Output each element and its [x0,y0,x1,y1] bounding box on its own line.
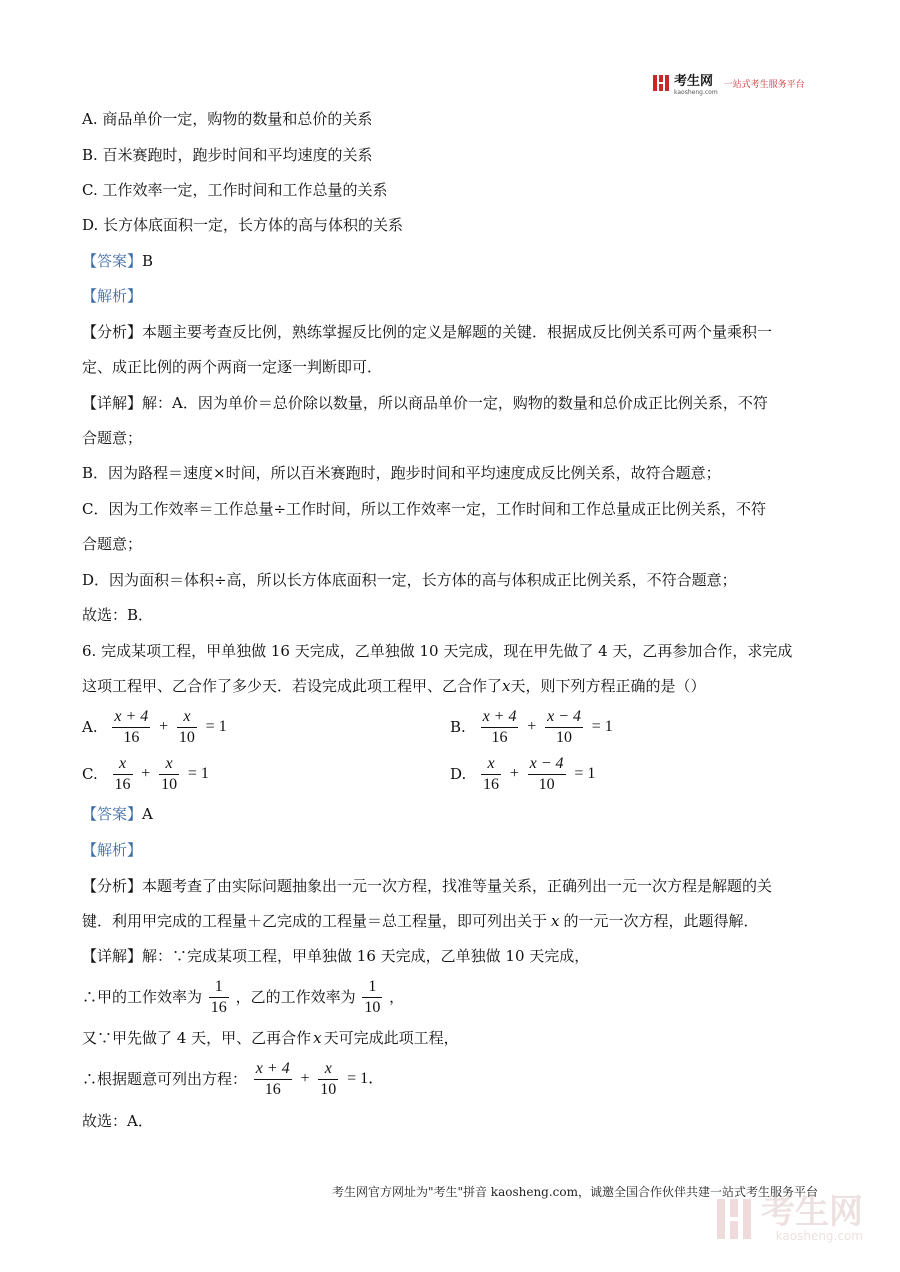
xiangjie-text: ∴根据题意可列出方程： [82,1070,248,1088]
q5-answer [82,251,153,271]
q6-option-a [82,705,229,748]
logo-icon [652,74,670,92]
fraction [177,707,197,748]
q6-xiangjie-3 [82,1028,459,1048]
numerator: x − 4 [528,754,566,775]
logo-domain: kaosheng.com [674,89,718,96]
watermark-domain: kaosheng.com [775,1229,863,1243]
denominator: 10 [538,775,555,793]
denominator: 10 [161,775,178,793]
watermark [715,1192,863,1243]
option-label: D. [450,765,467,783]
q6-xiangjie-2 [82,975,404,1018]
plus-sign: + [159,718,169,735]
answer-value: B [142,252,154,270]
xiangjie-text: ， [389,988,405,1006]
numerator: x + 4 [254,1059,292,1080]
watermark-logo-icon [715,1197,755,1241]
xiangjie-tag: 【详解】 [82,394,143,412]
fraction [545,707,583,748]
footer-text: 考生网官方网址为"考生"拼音 kaosheng.com，诚邀全国合作伙伴共建一站式考生服务平台 [331,1185,818,1199]
analysis-tag: 【解析】 [82,287,143,305]
q6-option-c [82,752,211,795]
denominator: 16 [264,1080,281,1098]
option-label: B. [450,718,466,736]
q5-option-d: D. 长方体底面积一定，长方体的高与体积的关系 [82,216,404,234]
numerator: x + 4 [112,707,150,728]
xiangjie-text-end: 天可完成此项工程， [323,1029,459,1047]
q5-xiangjie-1 [82,393,768,413]
fraction [481,707,519,748]
plus-sign: + [300,1070,310,1087]
q6-stem-1: 6. 完成某项工程，甲单独做 16 天完成，乙单独做 10 天完成，现在甲先做了 4 天，乙再参加合作，求完成 [82,642,793,660]
fraction [318,1059,338,1100]
fenxi-text: 本题考查了由实际问题抽象出一元一次方程，找准等量关系，正确列出一元一次方程是解题的关 [142,877,773,895]
equals-one: = 1 [574,765,596,782]
q6-answer [82,804,153,824]
q6-fenxi-1 [82,876,772,896]
stem-text-end: 天，则下列方程正确的是（） [510,677,706,695]
q5-xiangjie-6: D．因为面积＝体积÷高，所以长方体底面积一定，长方体的高与体积成正比例关系，不符合题意； [82,571,737,589]
q5-option-c: C. 工作效率一定，工作时间和工作总量的关系 [82,181,388,199]
numerator: x + 4 [481,707,519,728]
denominator: 10 [556,728,573,746]
q6-option-b [450,705,615,748]
logo-brand: 考生网 [674,74,714,89]
xiangjie-text: 又∵甲先做了 4 天，甲、乙再合作 [82,1029,312,1047]
numerator: x [318,1059,338,1080]
fraction [481,754,501,795]
q5-option-a: A. 商品单价一定，购物的数量和总价的关系 [82,110,373,128]
q6-xiangjie-4 [82,1057,386,1100]
fraction [113,754,133,795]
denominator: 10 [364,998,381,1016]
fenxi-tag: 【分析】 [82,877,143,895]
xiangjie-text: ，乙的工作效率为 [235,988,356,1006]
q5-xiangjie-4: C．因为工作效率＝工作总量÷工作时间，所以工作效率一定，工作时间和工作总量成正比例关系，不符 [82,500,767,518]
q6-fenxi-2 [82,911,759,931]
fenxi-text: 键．利用甲完成的工程量＋乙完成的工程量＝总工程量，即可列出关于 [82,912,548,930]
fraction [254,1059,292,1100]
q5-xiangjie-2: 合题意； [82,429,143,447]
numerator: x [113,754,133,775]
denominator: 16 [483,775,500,793]
answer-tag: 【答案】 [82,805,143,823]
equals-one: = 1 [187,765,209,782]
header-logo [652,72,805,94]
q5-fenxi-2: 定、成正比例的两个两商一定逐一判断即可． [82,358,383,376]
equals-one: = 1 [205,718,227,735]
fraction [209,977,229,1018]
equals-one: = 1 [591,718,613,735]
denominator: 16 [114,775,131,793]
fraction [112,707,150,748]
q5-choose: 故选：B． [82,606,154,624]
xiangjie-text: 解：A．因为单价＝总价除以数量，所以商品单价一定，购物的数量和总价成正比例关系，不符 [142,394,768,412]
plus-sign: + [527,718,537,735]
xiangjie-text: 解：∵完成某项工程，甲单独做 16 天完成，乙单独做 10 天完成， [142,947,590,965]
fraction [159,754,179,795]
watermark-brand: 考生网 [761,1192,863,1232]
q6-xiangjie-1 [82,946,589,966]
numerator: x [481,754,501,775]
numerator: x [159,754,179,775]
denominator: 10 [178,728,195,746]
q5-xiangjie-3: B．因为路程＝速度×时间，所以百米赛跑时，跑步时间和平均速度成反比例关系，故符合题意； [82,464,721,482]
option-label: C. [82,765,98,783]
q6-option-d [450,752,597,795]
stem-text: 这项工程甲、乙合作了多少天．若设完成此项工程甲、乙合作了 [82,677,503,695]
q6-stem-2 [82,676,706,696]
numerator: x [177,707,197,728]
analysis-tag: 【解析】 [82,841,143,859]
plus-sign: + [509,765,519,782]
denominator: 16 [123,728,140,746]
fraction [362,977,382,1018]
fenxi-text: 本题主要考查反比例，熟练掌握反比例的定义是解题的关键．根据成反比例关系可两个量乘积一 [142,323,773,341]
q6-analysis [82,840,142,860]
answer-value: A [142,805,153,823]
xiangjie-text: ∴甲的工作效率为 [82,988,203,1006]
plus-sign: + [141,765,151,782]
numerator: x − 4 [545,707,583,728]
denominator: 16 [491,728,508,746]
numerator: 1 [209,977,229,998]
equals-one: = 1． [347,1070,385,1087]
answer-tag: 【答案】 [82,252,143,270]
q5-option-b: B. 百米赛跑时，跑步时间和平均速度的关系 [82,146,373,164]
denominator: 10 [320,1080,337,1098]
xiangjie-tag: 【详解】 [82,947,143,965]
var-x: x [313,1029,322,1047]
option-label: A. [82,718,98,736]
q5-analysis [82,286,142,306]
fraction [528,754,566,795]
numerator: 1 [362,977,382,998]
q6-choose: 故选：A． [82,1112,153,1130]
var-x: x [502,677,511,695]
denominator: 16 [210,998,227,1016]
q5-xiangjie-5: 合题意； [82,535,143,553]
logo-slogan: 一站式考生服务平台 [723,79,805,90]
fenxi-tag: 【分析】 [82,323,143,341]
q5-fenxi-1 [82,322,772,342]
var-x: x [551,912,560,930]
fenxi-text-end: 的一元一次方程，此题得解． [563,912,759,930]
